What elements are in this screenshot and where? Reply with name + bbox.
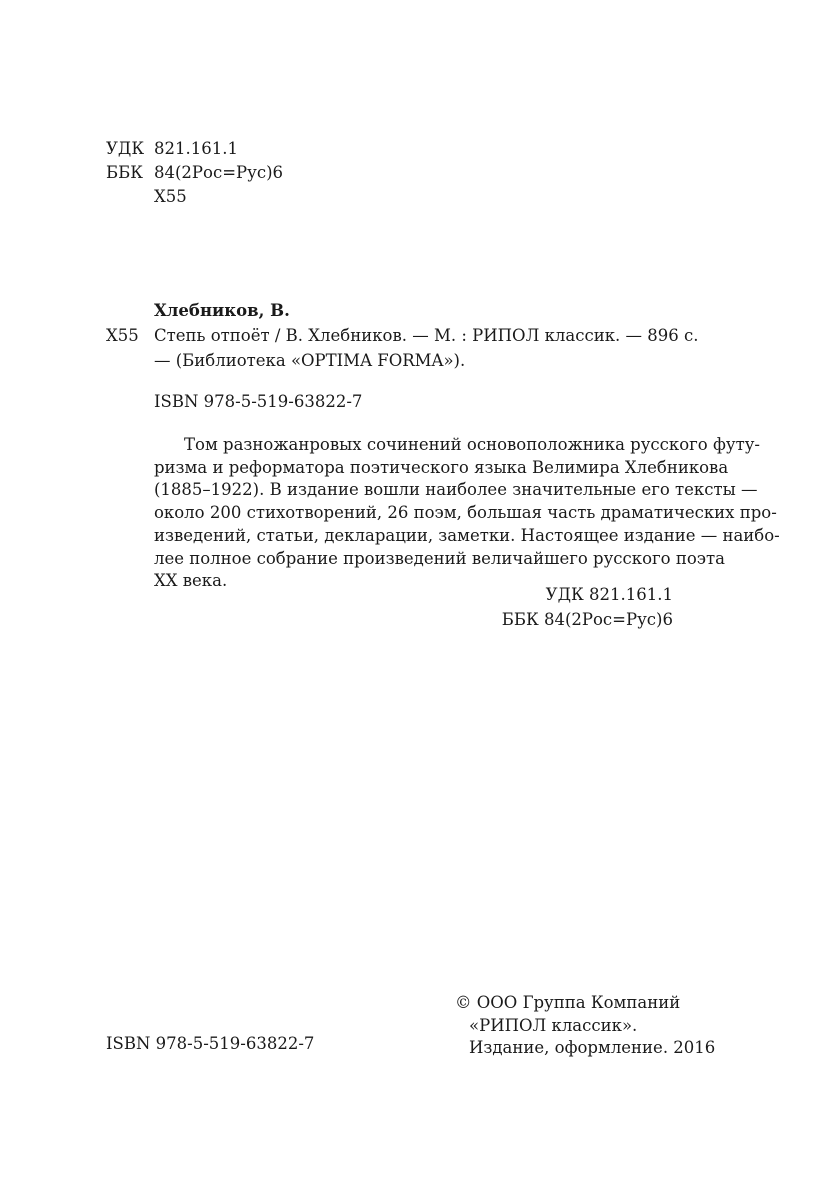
copyright-line-1: © ООО Группа Компаний [455, 993, 681, 1012]
annotation-line: XX века. [154, 571, 228, 591]
classification-codes-right [440, 582, 673, 632]
copyright-notice [455, 992, 715, 1060]
udk-code-right: УДК 821.161.1 [545, 585, 673, 604]
udk-row [106, 137, 283, 161]
annotation-line: лее полное собрание произведений величайшего русского поэта [154, 548, 725, 568]
isbn-bottom: ISBN 978-5-519-63822-7 [106, 1034, 315, 1053]
annotation-line: Том разножанровых сочинений основоположника русского футу- [184, 435, 761, 454]
author-mark: Х55 [154, 187, 187, 206]
copyright-line-2: «РИПОЛ классик». [469, 1015, 638, 1035]
udk-label: УДК [106, 139, 145, 158]
catalog-cipher: Х55 [106, 326, 139, 345]
catalog-isbn: ISBN 978-5-519-63822-7 [154, 392, 363, 411]
catalog-title-line-1: Степь отпоёт / В. Хлебников. — М. : РИПОЛ классик. — 896 с. [154, 326, 699, 345]
author-mark-row [106, 185, 283, 209]
catalog-title-line-2: — (Библиотека «OPTIMA FORMA»). [154, 351, 466, 370]
bbk-code-right: ББК 84(2Рос=Рус)6 [501, 610, 673, 629]
classification-codes [106, 137, 283, 209]
annotation-line: ризма и реформатора поэтического языка Велимира Хлебникова [154, 457, 729, 477]
catalog-author: Хлебников, В. [154, 301, 290, 320]
bbk-label: ББК [106, 163, 144, 182]
bbk-row [106, 161, 283, 185]
annotation-line: около 200 стихотворений, 26 поэм, большая часть драматических про- [154, 503, 777, 523]
copyright-line-3: Издание, оформление. 2016 [469, 1038, 716, 1057]
udk-value: 821.161.1 [154, 139, 238, 158]
annotation-line: изведений, статьи, декларации, заметки. Настоящее издание — наибо- [154, 525, 780, 545]
annotation-paragraph [154, 434, 780, 593]
bbk-value: 84(2Рос=Рус)6 [154, 163, 284, 182]
annotation-line: (1885–1922). В издание вошли наиболее значительные его тексты — [154, 480, 758, 500]
